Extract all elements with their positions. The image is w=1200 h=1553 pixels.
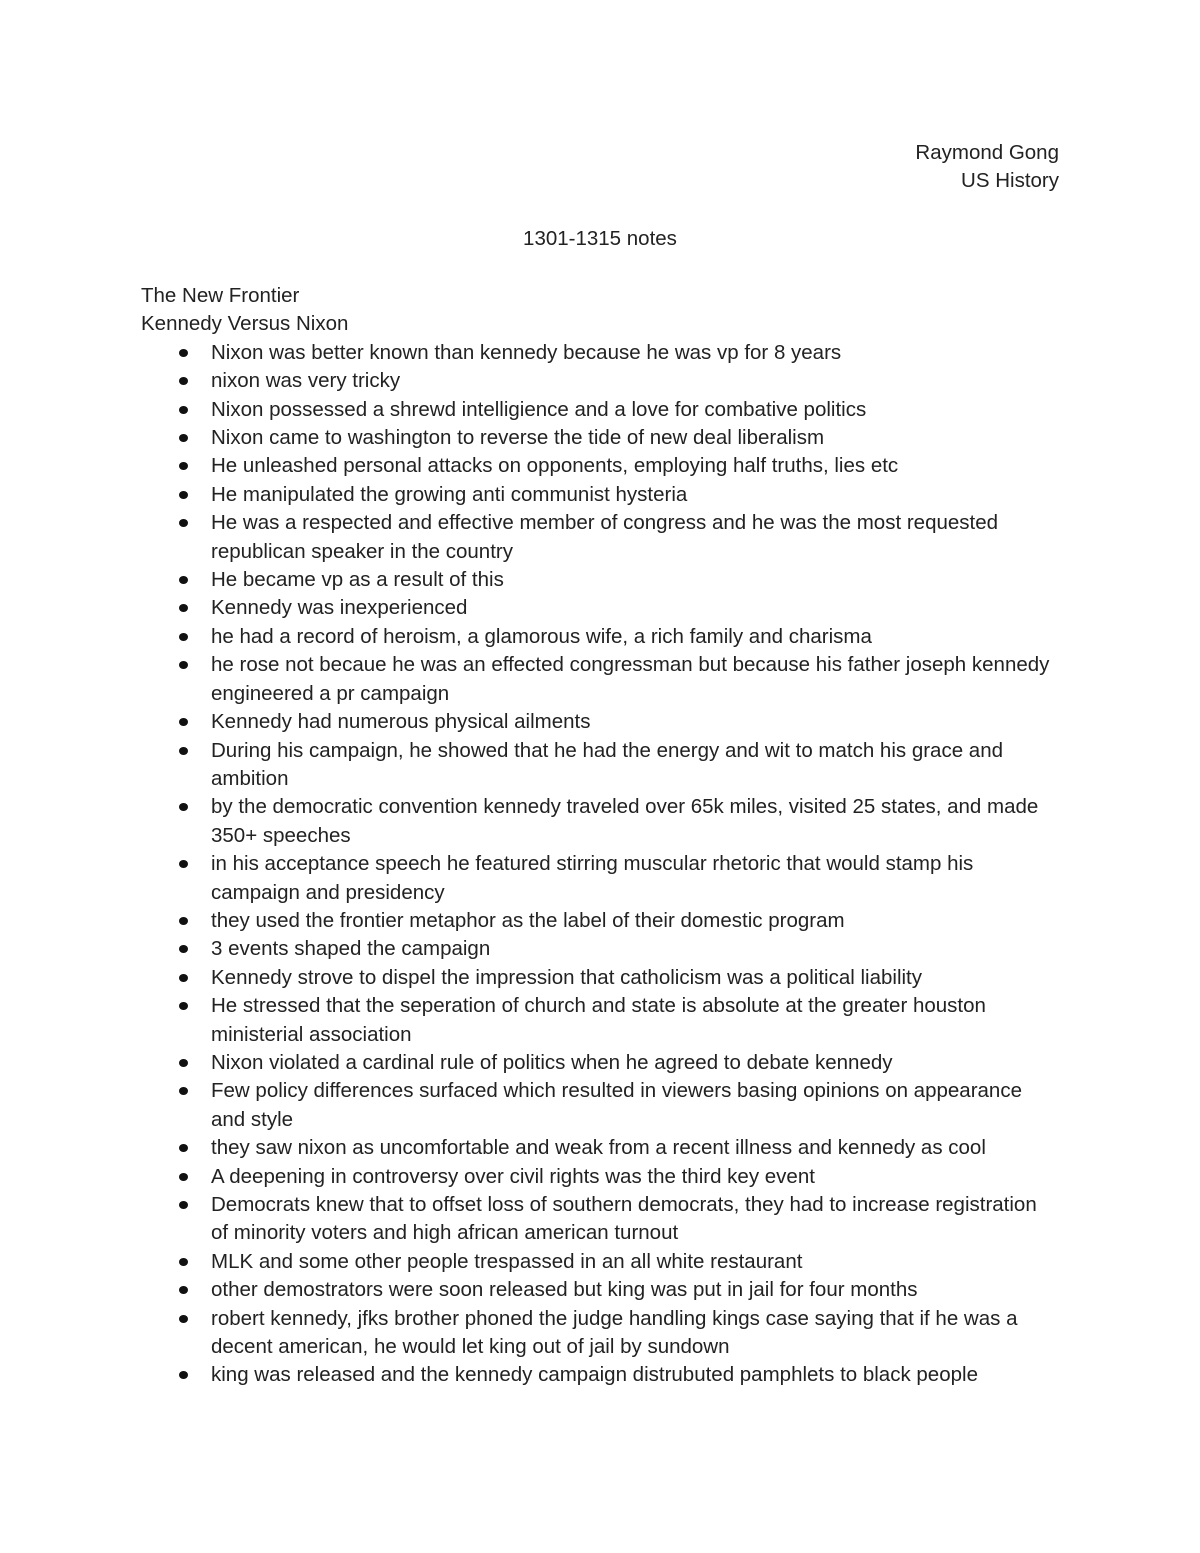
course-name: US History: [961, 169, 1059, 193]
list-item-text: he rose not becaue he was an effected congressman but because his father joseph kennedy engineered a pr campaign: [211, 653, 1050, 705]
list-item-text: He stressed that the seperation of church and state is absolute at the greater houston ministerial association: [211, 994, 986, 1046]
list-item-text: He manipulated the growing anti communist hysteria: [211, 482, 688, 506]
list-item: [141, 424, 1059, 452]
bullet-icon: [179, 747, 188, 755]
list-item: [141, 737, 1059, 794]
bullet-icon: [179, 633, 188, 641]
section-heading: The New Frontier: [141, 284, 300, 307]
list-item: [141, 1276, 1059, 1304]
author-header: [915, 139, 1059, 196]
list-item: [141, 509, 1059, 566]
bullet-icon: [179, 974, 188, 982]
bullet-icon: [179, 917, 188, 925]
bullet-icon: [179, 1059, 188, 1067]
document-title: 1301-1315 notes: [523, 227, 677, 250]
list-item: [141, 452, 1059, 480]
list-item-text: Few policy differences surfaced which resulted in viewers basing opinions on appearance and style: [211, 1079, 1022, 1131]
list-item: [141, 1248, 1059, 1276]
bullet-icon: [179, 1315, 188, 1323]
list-item-text: by the democratic convention kennedy traveled over 65k miles, visited 25 states, and made 350+ speeches: [211, 795, 1039, 847]
list-item: [141, 1134, 1059, 1162]
list-item-text: A deepening in controversy over civil rights was the third key event: [211, 1164, 815, 1188]
list-item: [141, 1077, 1059, 1134]
list-item-text: 3 events shaped the campaign: [211, 937, 491, 961]
list-item: [141, 651, 1059, 708]
list-item: [141, 396, 1059, 424]
bullet-icon: [179, 1371, 188, 1379]
bullet-icon: [179, 860, 188, 868]
notes-list: [141, 339, 1059, 1390]
bullet-icon: [179, 1258, 188, 1266]
list-item: [141, 623, 1059, 651]
list-item-text: He unleashed personal attacks on opponents, employing half truths, lies etc: [211, 454, 899, 478]
list-item: [141, 907, 1059, 935]
bullet-icon: [179, 576, 188, 584]
list-item-text: he had a record of heroism, a glamorous wife, a rich family and charisma: [211, 624, 872, 648]
list-item: [141, 935, 1059, 963]
bullet-icon: [179, 1144, 188, 1152]
list-item-text: Nixon came to washington to reverse the tide of new deal liberalism: [211, 426, 825, 450]
list-item-text: Democrats knew that to offset loss of southern democrats, they had to increase registration of minority voters and high african american turnout: [211, 1193, 1037, 1245]
bullet-icon: [179, 945, 188, 953]
bullet-icon: [179, 349, 188, 357]
bullet-icon: [179, 718, 188, 726]
bullet-icon: [179, 462, 188, 470]
bullet-icon: [179, 377, 188, 385]
list-item: [141, 1049, 1059, 1077]
bullet-icon: [179, 491, 188, 499]
list-item: [141, 964, 1059, 992]
list-item-text: Nixon possessed a shrewd intelligience and a love for combative politics: [211, 397, 867, 421]
list-item: [141, 367, 1059, 395]
list-item: [141, 793, 1059, 850]
notes-body: [141, 282, 1059, 1390]
list-item-text: in his acceptance speech he featured stirring muscular rhetoric that would stamp his campaign and presidency: [211, 852, 974, 904]
bullet-icon: [179, 1286, 188, 1294]
list-item-text: Kennedy strove to dispel the impression that catholicism was a political liability: [211, 965, 923, 989]
list-item: [141, 992, 1059, 1049]
bullet-icon: [179, 434, 188, 442]
list-item: [141, 1163, 1059, 1191]
list-item-text: other demostrators were soon released but king was put in jail for four months: [211, 1278, 918, 1302]
list-item-text: He became vp as a result of this: [211, 568, 504, 592]
list-item: [141, 566, 1059, 594]
list-item-text: king was released and the kennedy campaign distrubuted pamphlets to black people: [211, 1363, 978, 1387]
bullet-icon: [179, 1087, 188, 1095]
list-item: [141, 594, 1059, 622]
author-name: Raymond Gong: [915, 141, 1059, 164]
list-item: [141, 1305, 1059, 1362]
list-item: [141, 339, 1059, 367]
list-item: [141, 1361, 1059, 1389]
list-item: [141, 481, 1059, 509]
list-item: [141, 850, 1059, 907]
bullet-icon: [179, 1173, 188, 1181]
bullet-icon: [179, 1002, 188, 1010]
list-item-text: During his campaign, he showed that he had the energy and wit to match his grace and ambition: [211, 738, 1004, 790]
bullet-icon: [179, 604, 188, 612]
list-item-text: MLK and some other people trespassed in an all white restaurant: [211, 1249, 803, 1273]
bullet-icon: [179, 661, 188, 669]
subsection-heading: Kennedy Versus Nixon: [141, 312, 349, 336]
list-item-text: He was a respected and effective member of congress and he was the most requested republican speaker in the country: [211, 511, 999, 563]
bullet-icon: [179, 519, 188, 527]
list-item-text: they saw nixon as uncomfortable and weak from a recent illness and kennedy as cool: [211, 1136, 986, 1160]
list-item-text: Kennedy had numerous physical ailments: [211, 710, 591, 734]
list-item-text: they used the frontier metaphor as the label of their domestic program: [211, 908, 845, 932]
list-item-text: robert kennedy, jfks brother phoned the judge handling kings case saying that if he was a decent american, he would let king out of jail by sundown: [211, 1306, 1018, 1359]
list-item-text: Nixon violated a cardinal rule of politics when he agreed to debate kennedy: [211, 1050, 893, 1074]
list-item: [141, 1191, 1059, 1248]
list-item-text: Kennedy was inexperienced: [211, 596, 468, 620]
bullet-icon: [179, 406, 188, 414]
list-item: [141, 708, 1059, 736]
list-item-text: nixon was very tricky: [211, 369, 401, 393]
bullet-icon: [179, 803, 188, 811]
list-item-text: Nixon was better known than kennedy because he was vp for 8 years: [211, 340, 842, 364]
bullet-icon: [179, 1201, 188, 1209]
